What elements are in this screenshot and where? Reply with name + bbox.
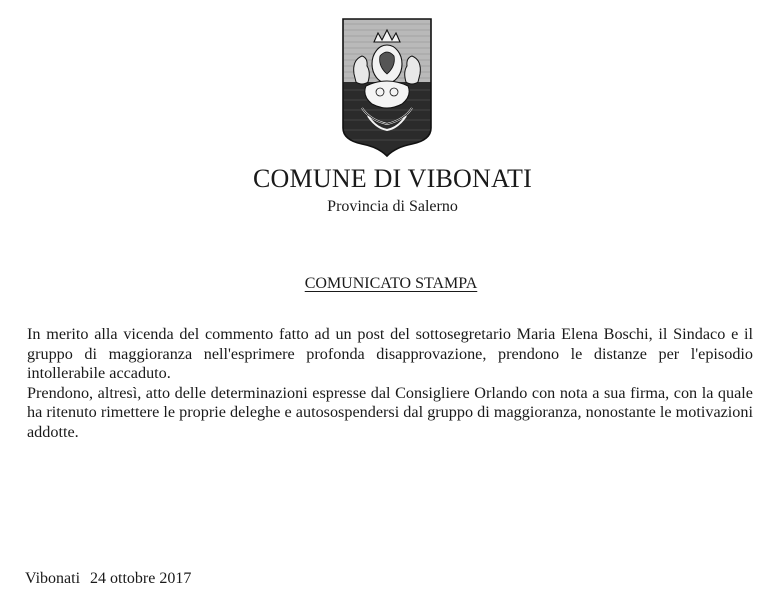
organization-name: COMUNE DI VIBONATI <box>253 164 532 193</box>
body-paragraph: Prendono, altresì, atto delle determinazioni espresse dal Consigliere Orlando con nota a sua firma, con la quale ha ritenuto rimettere le proprie deleghe e autosospendersi dal gruppo di maggioranza, nonostante le motivazioni addotte. <box>27 383 753 441</box>
place: Vibonati <box>25 570 81 587</box>
place-and-date <box>25 570 191 588</box>
organization-subtitle: Provincia di Salerno <box>327 198 458 215</box>
document-body <box>27 325 753 442</box>
municipal-coat-of-arms-icon <box>340 16 434 158</box>
body-paragraph: In merito alla vicenda del commento fatto ad un post del sottosegretario Maria Elena Boschi, il Sindaco e il gruppo di maggioranza nell'esprimere profonda disapprovazione, prendono le distanze per l'episodio intollerabile accaduto. <box>27 325 753 382</box>
document-title: COMUNICATO STAMPA <box>304 275 478 292</box>
date: 24 ottobre 2017 <box>90 570 192 587</box>
